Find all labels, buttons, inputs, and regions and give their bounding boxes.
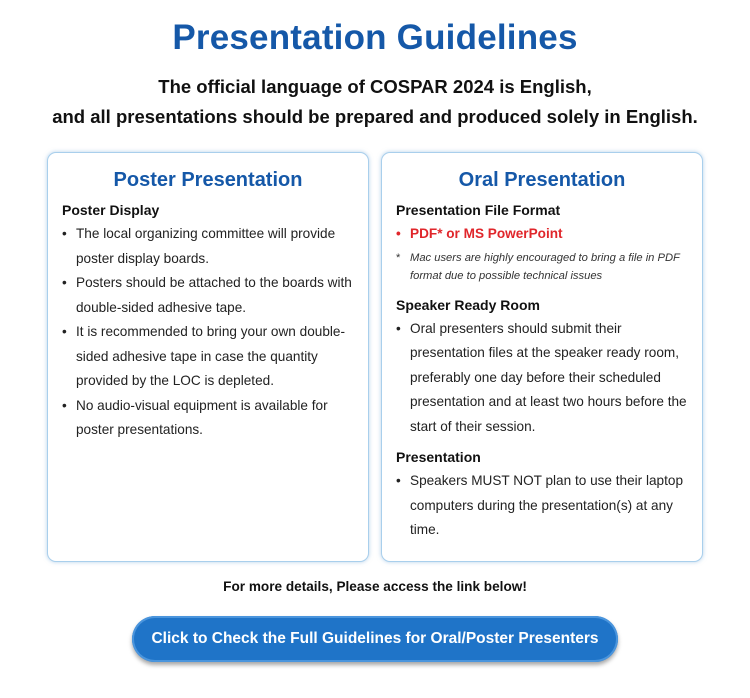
file-format-item: • PDF* or MS PowerPoint: [396, 222, 690, 247]
poster-presentation-card: [47, 152, 369, 562]
list-item: • No audio-visual equipment is available for poster presentations.: [62, 394, 356, 443]
note-asterisk: *: [396, 251, 401, 264]
list-item: • Posters should be attached to the boards with double-sided adhesive tape.: [62, 271, 356, 320]
mac-users-note: [396, 249, 690, 285]
page-title: Presentation Guidelines: [172, 18, 578, 57]
file-format-list: [396, 222, 690, 247]
poster-display-list: [62, 222, 356, 443]
poster-card-title: Poster Presentation: [113, 169, 303, 191]
note-text: Mac users are highly encouraged to bring a file in PDF format due to possible technical issues: [410, 251, 680, 282]
speaker-ready-room-list: [396, 317, 690, 440]
oral-card-title: Oral Presentation: [458, 169, 626, 191]
presentation-heading: Presentation: [396, 449, 481, 465]
poster-display-heading: Poster Display: [62, 202, 160, 218]
presentation-list: [396, 469, 690, 543]
list-item: • Oral presenters should submit their presentation files at the speaker ready room, preferably one day before their scheduled presentation and at least two hours before the start of their session.: [396, 317, 690, 440]
speaker-ready-room-heading: Speaker Ready Room: [396, 296, 540, 313]
file-format-heading: Presentation File Format: [396, 202, 561, 218]
list-item: • The local organizing committee will provide poster display boards.: [62, 222, 356, 271]
list-item: • It is recommended to bring your own double-sided adhesive tape in case the quantity provided by the LOC is depleted.: [62, 320, 356, 394]
oral-presentation-card: [381, 152, 703, 562]
list-item: • Speakers MUST NOT plan to use their laptop computers during the presentation(s) at any time.: [396, 469, 690, 543]
language-statement-line-2: and all presentations should be prepared and produced solely in English.: [52, 106, 698, 127]
language-statement-line-1: The official language of COSPAR 2024 is English,: [158, 76, 592, 97]
full-guidelines-button[interactable]: Click to Check the Full Guidelines for Oral/Poster Presenters: [132, 616, 618, 662]
more-details-text: For more details, Please access the link below!: [223, 579, 527, 594]
